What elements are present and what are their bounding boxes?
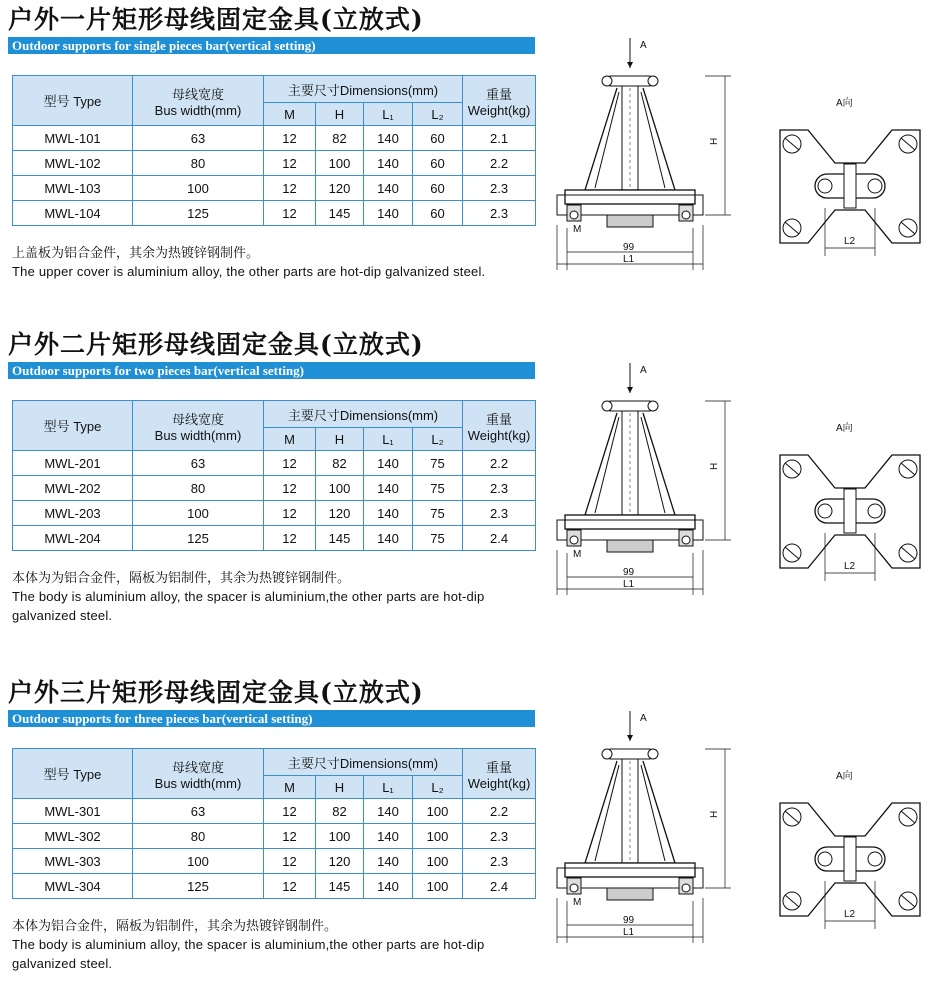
arrow-label: A	[640, 713, 647, 724]
table-cell: 2.3	[463, 476, 536, 501]
table-row	[13, 451, 536, 476]
header-weight	[463, 76, 536, 126]
dim-l2-label: L2	[844, 909, 856, 920]
header-l1: L₁	[364, 428, 413, 451]
header-bus-width	[133, 76, 264, 126]
material-note	[12, 243, 542, 281]
table-cell: 140	[364, 476, 413, 501]
table-cell: 2.4	[463, 874, 536, 899]
header-bus-width-en: Bus width(mm)	[154, 427, 242, 443]
m-label: M	[573, 897, 582, 908]
header-bus-width-cn: 母线宽度	[171, 411, 224, 427]
dim-l2-label: L2	[844, 561, 856, 572]
header-h: H	[316, 776, 364, 799]
header-weight-en: Weight(kg)	[467, 102, 531, 118]
arrow-label: A	[640, 40, 647, 51]
table-cell: 100	[413, 874, 463, 899]
table-cell: MWL-303	[13, 849, 133, 874]
table-cell: MWL-203	[13, 501, 133, 526]
header-dimensions: 主要尺寸Dimensions(mm)	[264, 401, 463, 428]
view-label: A向	[836, 98, 853, 109]
header-l1: L₁	[364, 103, 413, 126]
header-bus-width-cn: 母线宽度	[171, 759, 224, 775]
table-cell: 2.3	[463, 201, 536, 226]
table-cell: 140	[364, 451, 413, 476]
table-cell: 2.3	[463, 849, 536, 874]
section-title-en: Outdoor supports for two pieces bar(vertical setting)	[8, 362, 535, 379]
table-cell: 82	[316, 126, 364, 151]
table-cell: 120	[316, 849, 364, 874]
header-bus-width-cn: 母线宽度	[171, 86, 224, 102]
header-m: M	[264, 428, 316, 451]
table-cell: 80	[133, 476, 264, 501]
table-row	[13, 151, 536, 176]
table-cell: 125	[133, 526, 264, 551]
table-cell: MWL-204	[13, 526, 133, 551]
table-cell: 12	[264, 824, 316, 849]
view-label: A向	[836, 771, 853, 782]
table-cell: 120	[316, 176, 364, 201]
table-cell: 82	[316, 799, 364, 824]
height-label: H	[709, 462, 720, 470]
material-note	[12, 916, 542, 973]
table-cell: 140	[364, 126, 413, 151]
table-cell: MWL-103	[13, 176, 133, 201]
table-cell: MWL-202	[13, 476, 133, 501]
section-title-en: Outdoor supports for three pieces bar(vertical setting)	[8, 710, 535, 727]
table-cell: 82	[316, 451, 364, 476]
dim-l1-label: L1	[623, 254, 635, 265]
table-cell: 140	[364, 176, 413, 201]
note-cn: 本体为铝合金件，隔板为铝制件，其余为热镀锌钢制件。	[12, 918, 338, 933]
height-label: H	[709, 810, 720, 818]
dim-l1-label: L1	[623, 579, 635, 590]
header-weight-en: Weight(kg)	[467, 775, 531, 791]
header-type: 型号 Type	[13, 749, 133, 799]
table-cell: 12	[264, 799, 316, 824]
header-l2: L₂	[413, 103, 463, 126]
m-label: M	[573, 549, 582, 560]
table-row	[13, 176, 536, 201]
front-view-drawing	[555, 355, 735, 600]
table-header-row	[13, 76, 536, 103]
table-cell: 12	[264, 476, 316, 501]
header-weight-en: Weight(kg)	[467, 427, 531, 443]
table-cell: 80	[133, 151, 264, 176]
table-cell: 2.4	[463, 526, 536, 551]
dim-l1-label: L1	[623, 927, 635, 938]
table-cell: MWL-301	[13, 799, 133, 824]
dim-99-label: 99	[623, 567, 635, 578]
header-weight	[463, 401, 536, 451]
m-label: M	[573, 224, 582, 235]
product-section	[0, 0, 950, 320]
table-cell: 63	[133, 126, 264, 151]
header-bus-width	[133, 401, 264, 451]
header-type: 型号 Type	[13, 76, 133, 126]
table-cell: 120	[316, 501, 364, 526]
table-cell: 100	[133, 849, 264, 874]
dim-l2-label: L2	[844, 236, 856, 247]
table-cell: 125	[133, 874, 264, 899]
table-cell: 75	[413, 476, 463, 501]
table-cell: 145	[316, 526, 364, 551]
table-cell: 140	[364, 151, 413, 176]
note-en: The body is aluminium alloy, the spacer is aluminium,the other parts are hot-dip galvanized steel.	[12, 589, 485, 623]
a-view-drawing	[770, 98, 930, 263]
header-weight-cn: 重量	[486, 86, 513, 102]
table-cell: MWL-302	[13, 824, 133, 849]
a-view-drawing	[770, 423, 930, 588]
header-bus-width-en: Bus width(mm)	[154, 775, 242, 791]
table-cell: 12	[264, 526, 316, 551]
table-cell: MWL-104	[13, 201, 133, 226]
table-row	[13, 799, 536, 824]
spec-table	[12, 75, 536, 226]
table-cell: 12	[264, 201, 316, 226]
table-cell: 12	[264, 874, 316, 899]
table-cell: 2.2	[463, 451, 536, 476]
table-cell: 63	[133, 451, 264, 476]
table-cell: 75	[413, 451, 463, 476]
spec-table	[12, 400, 536, 551]
header-l2: L₂	[413, 776, 463, 799]
table-cell: 140	[364, 824, 413, 849]
table-cell: 12	[264, 501, 316, 526]
table-row	[13, 824, 536, 849]
header-weight-cn: 重量	[486, 759, 513, 775]
section-title-cn: 户外二片矩形母线固定金具(立放式)	[8, 330, 424, 359]
table-cell: 100	[133, 501, 264, 526]
table-cell: MWL-101	[13, 126, 133, 151]
table-cell: 60	[413, 151, 463, 176]
table-cell: 140	[364, 526, 413, 551]
table-cell: 100	[413, 799, 463, 824]
table-cell: 100	[316, 824, 364, 849]
product-section	[0, 325, 950, 645]
header-dimensions: 主要尺寸Dimensions(mm)	[264, 749, 463, 776]
table-row	[13, 201, 536, 226]
table-cell: 12	[264, 176, 316, 201]
header-m: M	[264, 103, 316, 126]
table-cell: 63	[133, 799, 264, 824]
front-view-drawing	[555, 30, 735, 275]
note-cn: 上盖板为铝合金件，其余为热镀锌钢制件。	[12, 245, 260, 260]
table-cell: 80	[133, 824, 264, 849]
header-type: 型号 Type	[13, 401, 133, 451]
table-cell: MWL-304	[13, 874, 133, 899]
table-cell: 2.2	[463, 151, 536, 176]
table-row	[13, 476, 536, 501]
table-cell: 125	[133, 201, 264, 226]
header-weight	[463, 749, 536, 799]
material-note	[12, 568, 542, 625]
table-cell: 60	[413, 176, 463, 201]
table-cell: 12	[264, 849, 316, 874]
table-cell: 75	[413, 526, 463, 551]
table-cell: 60	[413, 126, 463, 151]
table-row	[13, 849, 536, 874]
arrow-label: A	[640, 365, 647, 376]
dim-99-label: 99	[623, 915, 635, 926]
header-bus-width-en: Bus width(mm)	[154, 102, 242, 118]
table-cell: 100	[413, 824, 463, 849]
table-row	[13, 126, 536, 151]
header-h: H	[316, 103, 364, 126]
table-cell: 140	[364, 201, 413, 226]
table-cell: 140	[364, 799, 413, 824]
table-row	[13, 501, 536, 526]
table-cell: 140	[364, 501, 413, 526]
table-cell: 12	[264, 451, 316, 476]
table-row	[13, 526, 536, 551]
spec-table	[12, 748, 536, 899]
table-cell: 100	[316, 476, 364, 501]
header-weight-cn: 重量	[486, 411, 513, 427]
table-cell: 2.3	[463, 824, 536, 849]
table-cell: 100	[413, 849, 463, 874]
table-cell: 12	[264, 126, 316, 151]
table-cell: 145	[316, 201, 364, 226]
table-cell: MWL-102	[13, 151, 133, 176]
header-bus-width	[133, 749, 264, 799]
table-cell: 2.3	[463, 176, 536, 201]
header-m: M	[264, 776, 316, 799]
section-title-cn: 户外一片矩形母线固定金具(立放式)	[8, 5, 424, 34]
header-h: H	[316, 428, 364, 451]
table-cell: 145	[316, 874, 364, 899]
table-cell: 2.3	[463, 501, 536, 526]
height-label: H	[709, 137, 720, 145]
a-view-drawing	[770, 771, 930, 936]
table-cell: 140	[364, 849, 413, 874]
header-l1: L₁	[364, 776, 413, 799]
front-view-drawing	[555, 703, 735, 948]
table-cell: 75	[413, 501, 463, 526]
table-cell: 60	[413, 201, 463, 226]
table-cell: 100	[133, 176, 264, 201]
dim-99-label: 99	[623, 242, 635, 253]
table-header-row	[13, 401, 536, 428]
section-title-en: Outdoor supports for single pieces bar(vertical setting)	[8, 37, 535, 54]
header-l2: L₂	[413, 428, 463, 451]
note-cn: 本体为为铝合金件，隔板为铝制件，其余为热镀锌钢制件。	[12, 570, 351, 585]
product-section	[0, 673, 950, 993]
table-header-row	[13, 749, 536, 776]
view-label: A向	[836, 423, 853, 434]
table-cell: 2.1	[463, 126, 536, 151]
table-cell: 100	[316, 151, 364, 176]
note-en: The upper cover is aluminium alloy, the other parts are hot-dip galvanized steel.	[12, 264, 486, 279]
table-cell: MWL-201	[13, 451, 133, 476]
table-row	[13, 874, 536, 899]
header-dimensions: 主要尺寸Dimensions(mm)	[264, 76, 463, 103]
table-cell: 2.2	[463, 799, 536, 824]
section-title-cn: 户外三片矩形母线固定金具(立放式)	[8, 678, 424, 707]
note-en: The body is aluminium alloy, the spacer is aluminium,the other parts are hot-dip galvanized steel.	[12, 937, 485, 971]
table-cell: 12	[264, 151, 316, 176]
table-cell: 140	[364, 874, 413, 899]
